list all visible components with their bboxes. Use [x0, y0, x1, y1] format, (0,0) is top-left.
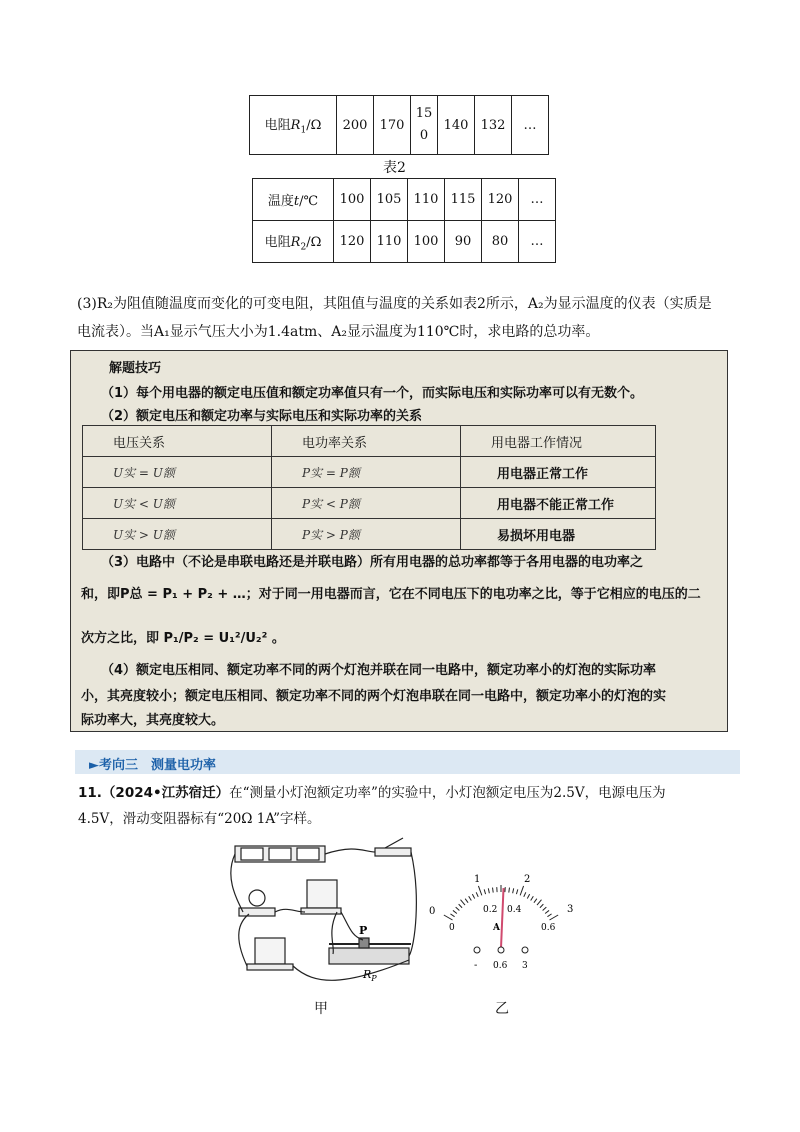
cell: …: [519, 221, 556, 263]
table-2-caption: 表2: [383, 160, 406, 176]
resistance-table-2: [252, 178, 556, 263]
switch: [375, 848, 411, 856]
cell: 80: [482, 221, 519, 263]
unit-label: A: [493, 923, 500, 933]
dial-tick: [450, 914, 454, 917]
tips-box: [70, 350, 728, 732]
dial-tick: [493, 888, 494, 893]
table-row: [83, 488, 656, 519]
status: 用电器正常工作: [461, 457, 656, 488]
dial-tick: [547, 914, 551, 917]
table-row: [83, 426, 656, 457]
dial-tick: [513, 888, 514, 893]
tips-title: 解题技巧: [109, 361, 162, 376]
row-label: 温度t/℃: [253, 179, 334, 221]
outer-tick-2: 2: [524, 874, 531, 885]
terminal-0.6: [498, 947, 504, 953]
cell: …: [512, 96, 549, 155]
dial-tick: [488, 888, 489, 893]
header-status: 用电器工作情况: [461, 426, 656, 457]
dial-tick: [444, 915, 453, 920]
tips-point-1: （1）每个用电器的额定电压值和额定功率值只有一个，而实际电压和实际功率可以有无数个。: [101, 386, 644, 401]
relation-table: [82, 425, 656, 550]
tips-point-3c: 次方之比，即 P₁/P₂ = U₁²/U₂² 。: [81, 631, 285, 646]
dial-tick: [549, 915, 558, 920]
lamp: [249, 890, 265, 906]
cell: 115: [445, 179, 482, 221]
outer-tick-0: 0: [429, 906, 436, 917]
dial-tick: [545, 910, 549, 913]
power-relation: P实 = P额: [272, 457, 461, 488]
section-heading: ►考向三 测量电功率: [75, 750, 740, 774]
status: 用电器不能正常工作: [461, 488, 656, 519]
ammeter-dial: [425, 868, 585, 978]
voltage-relation: U实 = U额: [83, 457, 272, 488]
dial-tick: [478, 886, 481, 895]
cell: 140: [438, 96, 475, 155]
dial-tick: [537, 900, 541, 905]
figure-label-yi: 乙: [495, 1001, 509, 1017]
question-11: 11.（2024•江苏宿迁）在“测量小灯泡额定功率”的实验中，小灯泡额定电压为2.5V，电源电压为 4.5V，滑动变阻器标有“20Ω 1A”字样。: [78, 785, 666, 827]
tips-point-2: （2）额定电压和额定功率与实际电压和实际功率的关系: [101, 409, 423, 424]
power-relation: P实 < P额: [272, 488, 461, 519]
tips-point-4b: 小，其亮度较小；额定电压相同、额定功率不同的两个灯泡串联在同一电路中，额定功率小的灯泡的实: [81, 689, 667, 704]
slider-label-r: $R_P$: [363, 968, 377, 983]
table-row: [83, 457, 656, 488]
cell: 132: [475, 96, 512, 155]
dial-tick: [509, 888, 510, 893]
dial-tick: [531, 896, 534, 900]
figure-label-jia: 甲: [314, 1001, 328, 1017]
table-row: [253, 179, 556, 221]
outer-tick-1: 1: [474, 874, 481, 885]
terminal-label-minus: -: [474, 960, 478, 971]
cell: 200: [337, 96, 374, 155]
circuit-diagram: [225, 836, 425, 996]
dial-tick: [459, 904, 462, 908]
row-label: 电阻$R_2/\Omega$: [253, 221, 334, 263]
dial-ticks: [444, 885, 558, 920]
cell: …: [519, 179, 556, 221]
cell: 120: [482, 179, 519, 221]
dial-tick: [543, 907, 547, 910]
voltmeter: [255, 938, 285, 964]
tips-point-3b: 和，即P总 = P₁ + P₂ + …；对于同一用电器而言，它在不同电压下的电功率之比，等于它相应的电压的二: [81, 587, 701, 602]
cell: 105: [371, 179, 408, 221]
dial-tick: [453, 910, 457, 913]
tips-point-4c: 际功率大，其亮度较大。: [81, 713, 225, 728]
cell: 90: [445, 221, 482, 263]
status: 易损坏用电器: [461, 519, 656, 550]
dial-tick: [534, 899, 537, 903]
dial-tick: [527, 894, 529, 898]
header-power: 电功率关系: [272, 426, 461, 457]
terminal-label-3: 3: [522, 961, 528, 971]
slider-label-p: P: [359, 924, 368, 937]
question-part-3: (3)R₂为阻值随温度而变化的可变电阻，其阻值与温度的关系如表2所示，A₂为显示温度的仪表（实质是 电流表）。当A₁显示气压大小为1.4atm、A₂显示温度为110℃时，求电路的总功率。: [77, 296, 712, 340]
table-row: [83, 519, 656, 550]
dial-tick: [524, 892, 526, 897]
table-row: [253, 221, 556, 263]
cell: 100: [334, 179, 371, 221]
terminal-label-0.6: 0.6: [493, 961, 508, 971]
inner-tick-1: 0.2: [483, 905, 498, 915]
dial-tick: [484, 889, 485, 894]
terminal-3: [522, 947, 528, 953]
inner-tick-2: 0.4: [507, 905, 522, 915]
tips-point-4a: （4）额定电压相同、额定功率不同的两个灯泡并联在同一电路中，额定功率小的灯泡的实际功率: [101, 663, 657, 678]
tips-point-3a: （3）电路中（不论是串联电路还是并联电路）所有用电器的总功率都等于各用电器的电功率之: [101, 555, 644, 570]
inner-tick-0: 0: [449, 923, 455, 933]
header-voltage: 电压关系: [83, 426, 272, 457]
dial-tick: [476, 892, 478, 897]
row-label: 电阻$R_1/\Omega$: [250, 96, 337, 155]
dial-tick: [520, 886, 523, 895]
cell: 110: [371, 221, 408, 263]
cell: 100: [408, 221, 445, 263]
cell: 110: [408, 179, 445, 221]
terminal-minus: [474, 947, 480, 953]
inner-tick-3: 0.6: [541, 923, 556, 933]
dial-tick: [516, 889, 517, 894]
cell: 150: [411, 96, 438, 155]
dial-tick: [465, 899, 468, 903]
power-relation: P实 > P额: [272, 519, 461, 550]
meter-needle: [501, 888, 504, 948]
dial-tick: [461, 900, 465, 905]
slider-rheostat: [329, 948, 409, 964]
dial-tick: [469, 896, 472, 900]
voltage-relation: U实 < U额: [83, 488, 272, 519]
ammeter: [307, 880, 337, 908]
cell: 170: [374, 96, 411, 155]
voltage-relation: U实 > U额: [83, 519, 272, 550]
dial-tick: [472, 894, 474, 898]
resistance-table-1: [249, 95, 549, 155]
dial-tick: [456, 907, 460, 910]
cell: 120: [334, 221, 371, 263]
dial-tick: [540, 904, 543, 908]
outer-tick-3: 3: [567, 904, 574, 915]
